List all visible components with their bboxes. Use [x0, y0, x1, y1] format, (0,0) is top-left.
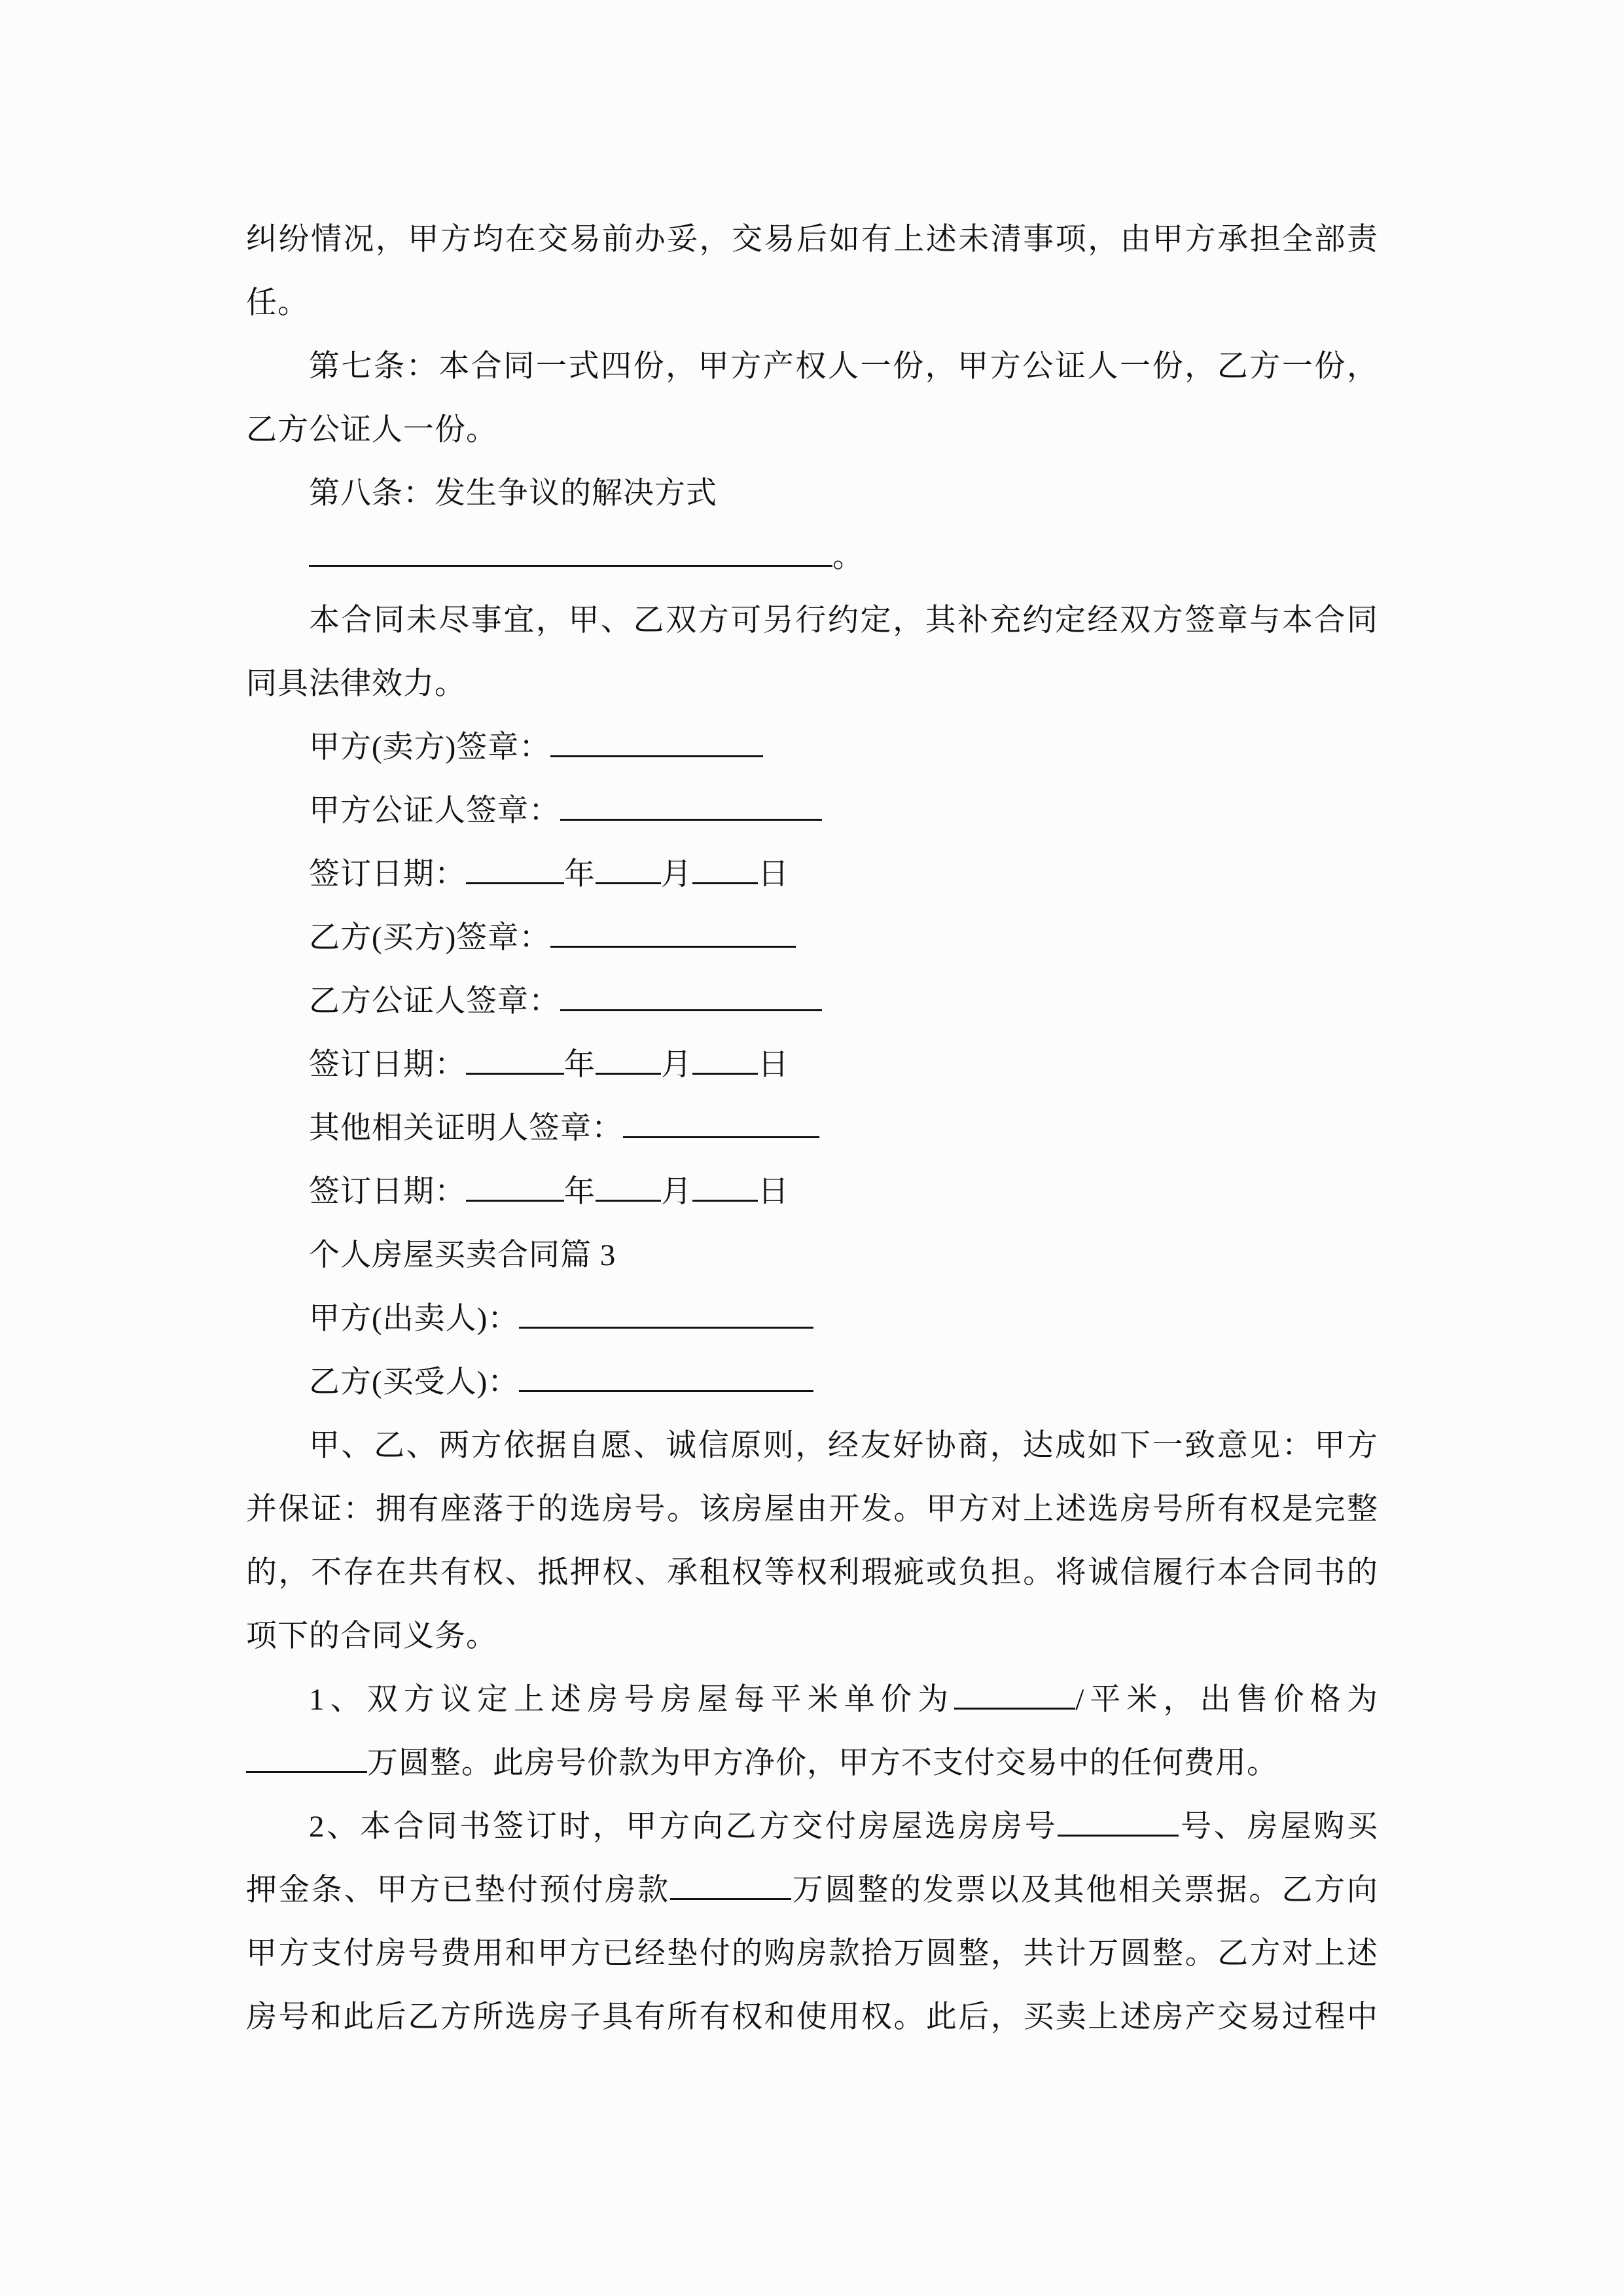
year-field[interactable] [466, 1047, 564, 1075]
room-number-field[interactable] [1058, 1808, 1179, 1837]
clause-2-line [246, 1859, 1378, 1922]
party-b-row [246, 1351, 1378, 1414]
day-label: 日 [758, 1048, 789, 1082]
buyer-signature-field[interactable] [550, 920, 796, 948]
clause-1-line [246, 1732, 1378, 1795]
clause-2-text: 万圆整的发票以及其他相关票据。乙方向 [791, 1873, 1379, 1907]
signature-label: 甲方(卖方)签章： [309, 730, 551, 764]
period: 。 [832, 540, 864, 574]
date-row-2 [246, 1033, 1378, 1097]
signature-label: 乙方公证人签章： [309, 984, 560, 1018]
signature-row-buyer-notary [246, 970, 1378, 1033]
year-label: 年 [564, 1048, 596, 1082]
paragraph-line: 纠纷情况，甲方均在交易前办妥，交易后如有上述未清事项，由甲方承担全部责 [246, 223, 1378, 257]
signature-row-buyer [246, 906, 1378, 970]
clause-2-line: 甲方支付房号费用和甲方已经垫付的购房款拾万圆整，共计万圆整。乙方对上述 [246, 1937, 1378, 1971]
unit-price-field[interactable] [954, 1681, 1075, 1710]
date-row-3 [246, 1160, 1378, 1224]
day-field[interactable] [692, 1174, 758, 1202]
date-row-1 [246, 843, 1378, 906]
month-label: 月 [661, 1175, 692, 1209]
clause-1-text: 万圆整。此房号价款为甲方净价，甲方不支付交易中的任何费用。 [367, 1746, 1278, 1780]
date-label: 签订日期： [309, 1048, 466, 1082]
article-7-line: 乙方公证人一份。 [246, 413, 497, 447]
month-field[interactable] [596, 1047, 661, 1075]
day-label: 日 [758, 857, 789, 891]
party-a-row [246, 1287, 1378, 1351]
date-label: 签订日期： [309, 857, 466, 891]
year-label: 年 [564, 1175, 596, 1209]
signature-label: 甲方公证人签章： [309, 794, 560, 828]
seller-name-field[interactable] [519, 1300, 813, 1329]
date-label: 签订日期： [309, 1175, 466, 1209]
clause-2-text: 2、本合同书签订时，甲方向乙方交付房屋选房房号 [309, 1810, 1058, 1844]
clause-2-line: 房号和此后乙方所选房子具有所有权和使用权。此后，买卖上述房产交易过程中 [246, 2000, 1378, 2034]
year-label: 年 [564, 857, 596, 891]
clause-1-text: /平米，出售价格为 [1075, 1683, 1378, 1717]
month-field[interactable] [596, 856, 661, 884]
paragraph-line: 任。 [246, 286, 309, 320]
buyer-notary-signature-field[interactable] [560, 983, 822, 1011]
buyer-name-field[interactable] [519, 1364, 813, 1392]
signature-label: 其他相关证明人签章： [309, 1111, 623, 1145]
day-field[interactable] [692, 1047, 758, 1075]
article-8-blank-line [246, 526, 1378, 589]
intro-line: 甲、乙、两方依据自愿、诚信原则，经友好协商，达成如下一致意见：甲方 [309, 1429, 1378, 1463]
day-label: 日 [758, 1175, 789, 1209]
clause-2-line [246, 1795, 1378, 1859]
party-b-label: 乙方(买受人)： [309, 1365, 520, 1399]
intro-line: 并保证：拥有座落于的选房号。该房屋由开发。甲方对上述选房号所有权是完整 [246, 1492, 1378, 1526]
intro-line: 的，不存在共有权、抵押权、承租权等权利瑕疵或负担。将诚信履行本合同书的 [246, 1556, 1378, 1590]
article-7-line: 第七条：本合同一式四份，甲方产权人一份，甲方公证人一份，乙方一份， [309, 350, 1378, 384]
supplement-line: 同具法律效力。 [246, 667, 466, 701]
other-witness-signature-field[interactable] [623, 1110, 819, 1138]
contract-3-title: 个人房屋买卖合同篇 3 [309, 1238, 616, 1272]
seller-notary-signature-field[interactable] [560, 793, 822, 821]
prepaid-amount-field[interactable] [670, 1872, 791, 1900]
seller-signature-field[interactable] [550, 729, 763, 757]
month-field[interactable] [596, 1174, 661, 1202]
signature-row-other-witness [246, 1097, 1378, 1160]
intro-line: 项下的合同义务。 [246, 1619, 497, 1653]
clause-1-text: 1、双方议定上述房号房屋每平米单价为 [309, 1683, 955, 1717]
document-page [246, 208, 1378, 2049]
supplement-line: 本合同未尽事宜，甲、乙双方可另行约定，其补充约定经双方签章与本合同 [309, 603, 1378, 637]
year-field[interactable] [466, 1174, 564, 1202]
signature-row-seller [246, 716, 1378, 780]
dispute-resolution-field[interactable] [309, 539, 832, 567]
month-label: 月 [661, 857, 692, 891]
signature-label: 乙方(买方)签章： [309, 921, 551, 955]
article-8-heading: 第八条：发生争议的解决方式 [309, 476, 717, 511]
total-price-field[interactable] [246, 1745, 367, 1773]
signature-row-seller-notary [246, 780, 1378, 843]
clause-2-text: 押金条、甲方已垫付预付房款 [246, 1873, 670, 1907]
clause-1-line [246, 1668, 1378, 1732]
year-field[interactable] [466, 856, 564, 884]
party-a-label: 甲方(出卖人)： [309, 1302, 520, 1336]
month-label: 月 [661, 1048, 692, 1082]
clause-2-text: 号、房屋购买 [1179, 1810, 1378, 1844]
day-field[interactable] [692, 856, 758, 884]
